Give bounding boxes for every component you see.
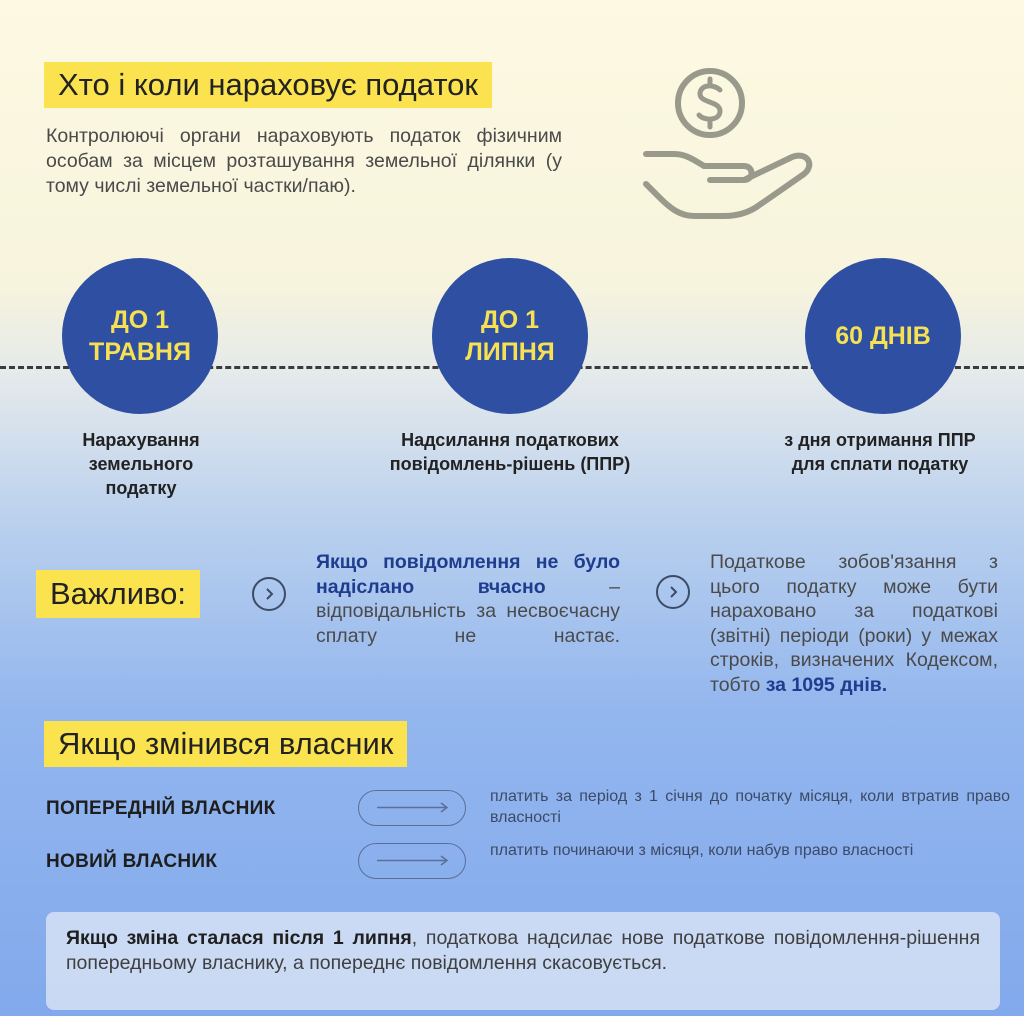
section-title-who-when: Хто і коли нараховує податок bbox=[44, 62, 492, 108]
timeline-caption-60-days: з дня отримання ППР для сплати податку bbox=[784, 430, 976, 474]
important-point-2-text: Податкове зобов'язання з цього податку може бути нараховано за податкові (звітні) періоди (роки) у межах строків, визначених Кодексом, тобто bbox=[710, 551, 998, 696]
circle-line1: ДО 1 bbox=[480, 306, 540, 334]
timeline-caption-may: Нарахування земельного податку bbox=[82, 430, 200, 498]
previous-owner-label: ПОПЕРЕДНІЙ ВЛАСНИК bbox=[46, 798, 276, 819]
important-label: Важливо: bbox=[36, 570, 200, 618]
intro-paragraph: Контролюючі органи нараховують податок фізичним особам за місцем розташування земельної ділянки (у тому числі земельної частки/паю). bbox=[46, 125, 562, 197]
footer-note-rest: , податкова надсилає нове податкове повідомлення-рішення попередньому власнику, а попереднє повідомлення скасовується. bbox=[66, 927, 980, 974]
arrow-right-icon bbox=[358, 790, 466, 826]
important-point-1-rest: – відповідальність за несвоєчасну сплату не настає. bbox=[316, 575, 620, 647]
timeline-caption-july: Надсилання податкових повідомлень-рішень (ППР) bbox=[389, 430, 631, 474]
chevron-right-icon bbox=[252, 577, 286, 611]
owner-change-title: Якщо змінився власник bbox=[44, 721, 407, 767]
arrow-right-icon bbox=[358, 843, 466, 879]
money-hand-icon bbox=[640, 66, 840, 226]
new-owner-description: платить починаючи з місяця, коли набув право власності bbox=[490, 842, 914, 859]
important-point-1 bbox=[316, 550, 620, 648]
footer-note-text bbox=[66, 926, 980, 975]
circle-line2: ТРАВНЯ bbox=[89, 338, 191, 366]
circle-line2: ЛИПНЯ bbox=[465, 338, 555, 366]
important-point-2 bbox=[710, 550, 998, 698]
timeline-circle-60-days bbox=[805, 258, 961, 414]
footer-note-box bbox=[46, 912, 1000, 1010]
previous-owner-description: платить за період з 1 січня до початку місяця, коли втратив право власності bbox=[490, 788, 1010, 826]
important-point-1-bold: Якщо повідомлення не було надіслано вчасно bbox=[316, 551, 620, 598]
circle-line1: 60 ДНІВ bbox=[835, 322, 931, 350]
timeline-circle-may bbox=[62, 258, 218, 414]
timeline-circle-july bbox=[432, 258, 588, 414]
chevron-right-icon bbox=[656, 575, 690, 609]
footer-note-bold: Якщо зміна сталася після 1 липня bbox=[66, 927, 412, 949]
new-owner-label: НОВИЙ ВЛАСНИК bbox=[46, 851, 218, 872]
circle-line1: ДО 1 bbox=[110, 306, 170, 334]
important-point-2-bold: за 1095 днів. bbox=[765, 673, 888, 696]
